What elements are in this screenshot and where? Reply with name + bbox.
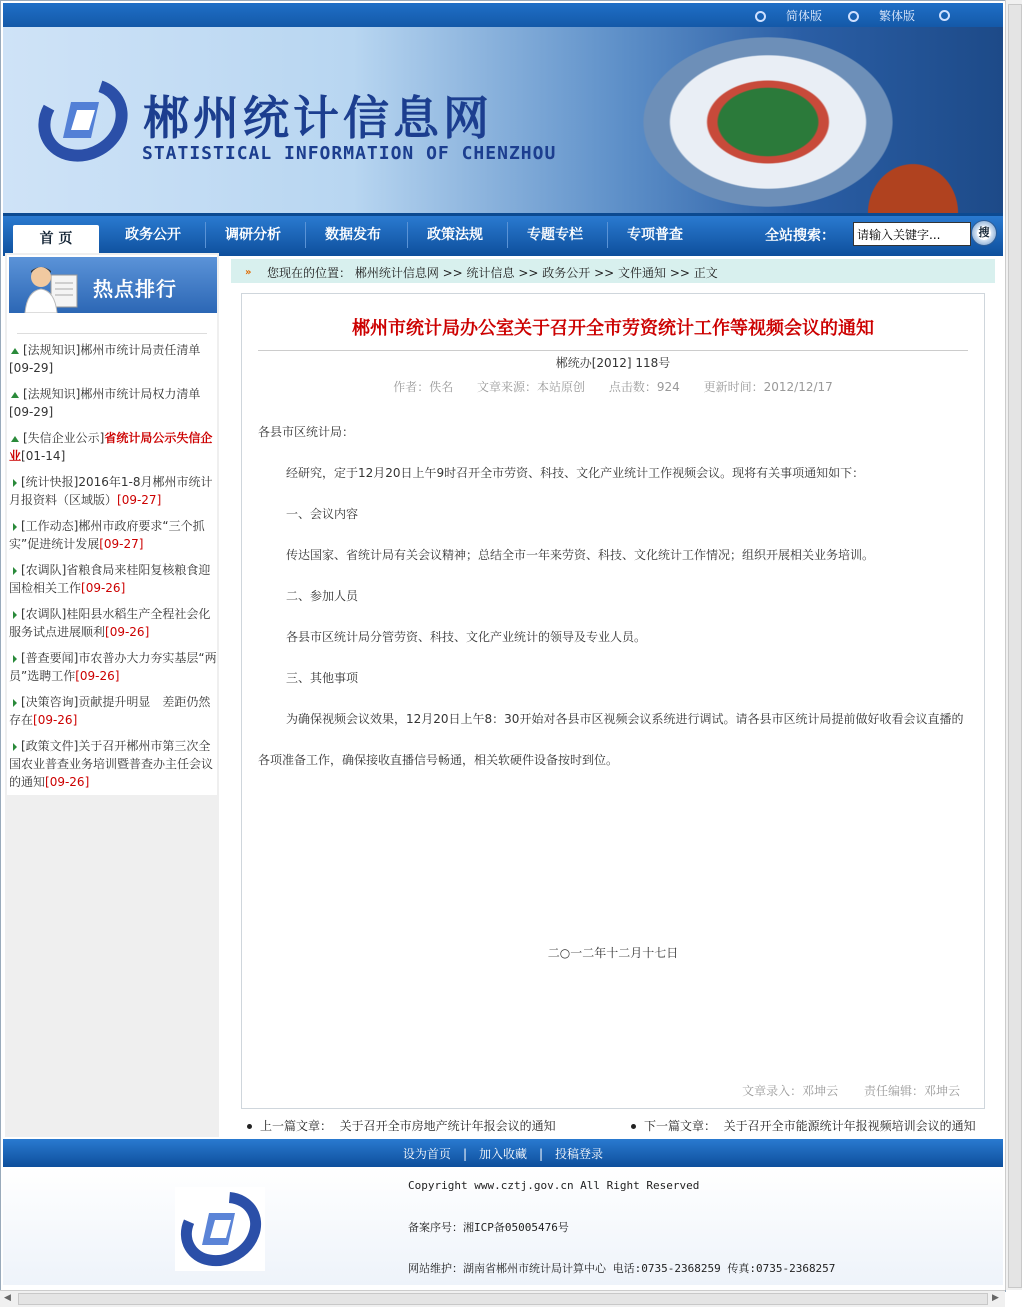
copyright-text: Copyright www.cztj.gov.cn All Right Reserved [408, 1179, 700, 1192]
item-category: [农调队] [21, 607, 67, 621]
item-title[interactable]: 省统计局公示失信企业 [9, 431, 213, 463]
hot-rank-title: 热点排行 [93, 277, 177, 301]
item-date: [09-26] [81, 581, 126, 595]
triangle-right-icon [13, 567, 17, 575]
item-title[interactable]: 郴州市统计局权力清单 [80, 387, 201, 401]
nav-item-data[interactable]: 数据发布 [325, 227, 381, 243]
horizontal-scrollbar[interactable] [0, 1290, 1005, 1307]
body-salutation: 各县市区统计局： [258, 425, 355, 439]
prev-article[interactable] [247, 1117, 556, 1134]
next-label: 下一篇文章： [644, 1119, 717, 1133]
bullet-icon [631, 1124, 636, 1129]
hot-rank-box [7, 255, 217, 795]
body-paragraph: 各县市区统计局分管劳资、科技、文化产业统计的领导及专业人员。 [286, 630, 647, 644]
item-category: [普查要闻] [21, 651, 79, 665]
item-date: [09-27] [99, 537, 144, 551]
body-heading: 二、参加人员 [286, 589, 359, 603]
item-category: [失信企业公示] [23, 431, 105, 445]
nav-separator [507, 222, 508, 248]
separator: | [462, 1147, 467, 1161]
doctor-avatar-icon [21, 261, 81, 313]
add-favorite-link[interactable]: 加入收藏 [478, 1147, 527, 1161]
breadcrumb-text[interactable]: 您现在的位置： 郴州统计信息网 >> 统计信息 >> 政务公开 >> 文件通知 >> 正文 [267, 266, 718, 280]
statue-image [843, 137, 983, 213]
simplified-link[interactable] [755, 7, 822, 24]
arrow-up-icon [11, 392, 19, 398]
prev-label: 上一篇文章： [260, 1119, 333, 1133]
nav-separator [407, 222, 408, 248]
footer-logo-icon [175, 1187, 265, 1271]
triangle-right-icon [13, 523, 17, 531]
meta-author: 作者：佚名 [393, 380, 454, 394]
item-category: [法规知识] [23, 387, 81, 401]
item-date: [09-27] [117, 493, 162, 507]
site-banner [3, 27, 1003, 213]
vertical-scrollbar[interactable] [1005, 0, 1022, 1290]
scroll-left-icon[interactable]: ◀ [4, 1293, 11, 1303]
list-item[interactable] [9, 561, 217, 597]
article-entry: 文章录入：邓坤云 [742, 1084, 839, 1098]
scroll-right-icon[interactable]: ▶ [992, 1293, 999, 1303]
item-date: [09-26] [33, 713, 78, 727]
item-date: [09-29] [9, 405, 54, 419]
hot-rank-list [9, 341, 217, 799]
list-item[interactable] [9, 385, 217, 421]
separator: | [539, 1147, 544, 1161]
double-arrow-icon: » [245, 267, 252, 278]
item-category: [法规知识] [23, 343, 81, 357]
meta-updated: 更新时间：2012/12/17 [703, 380, 833, 394]
meta-source: 文章来源：本站原创 [477, 380, 586, 394]
site-title-en: STATISTICAL INFORMATION OF CHENZHOU [142, 143, 557, 164]
meta-clicks: 点击数：924 [608, 380, 680, 394]
triangle-right-icon [13, 699, 17, 707]
item-category: [统计快报] [21, 475, 79, 489]
breadcrumb [231, 259, 995, 283]
prev-title[interactable]: 关于召开全市房地产统计年报会议的通知 [339, 1119, 556, 1133]
divider [17, 333, 207, 334]
next-title[interactable]: 关于召开全市能源统计年报视频培训会议的通知 [723, 1119, 976, 1133]
list-item[interactable] [9, 649, 217, 685]
item-title[interactable]: 2016年1-8月郴州市统计月报资料（区域版） [9, 475, 213, 507]
list-item[interactable] [9, 429, 217, 465]
item-date: [09-26] [75, 669, 120, 683]
set-homepage-link[interactable]: 设为首页 [402, 1147, 451, 1161]
submit-login-link[interactable]: 投稿登录 [555, 1147, 604, 1161]
triangle-right-icon [13, 611, 17, 619]
item-category: [决策咨询] [21, 695, 79, 709]
list-item[interactable] [9, 341, 217, 377]
icp-text: 备案序号：湘ICP备05005476号 [408, 1221, 569, 1234]
item-title[interactable]: 郴州市统计局责任清单 [80, 343, 201, 357]
arrow-up-icon [11, 348, 19, 354]
nav-item-gov-affairs[interactable]: 政务公开 [125, 227, 181, 243]
list-item[interactable] [9, 473, 217, 509]
scrollbar-thumb[interactable] [1008, 4, 1022, 1288]
bullet-icon [939, 10, 950, 21]
footer [3, 1167, 1003, 1285]
nav-home[interactable]: 首 页 [13, 225, 99, 254]
maintenance-text: 网站维护：湖南省郴州市统计局计算中心 电话:0735-2368259 传真:0735-2368257 [408, 1262, 836, 1275]
divider [258, 350, 968, 351]
nav-item-census[interactable]: 专项普查 [627, 227, 683, 243]
simplified-label[interactable]: 简体版 [786, 9, 823, 23]
arrow-up-icon [11, 436, 19, 442]
item-title[interactable]: 郴州市政府要求“三个抓实”促进统计发展 [9, 519, 205, 551]
scrollbar-thumb[interactable] [18, 1293, 988, 1305]
traditional-link[interactable] [848, 7, 915, 24]
article-editor: 责任编辑：邓坤云 [863, 1084, 960, 1098]
article-title: 郴州市统计局办公室关于召开全市劳资统计工作等视频会议的通知 [352, 318, 874, 339]
item-title[interactable]: 贡献提升明显 差距仍然存在 [9, 695, 211, 727]
main-nav [3, 213, 1003, 256]
nav-item-research[interactable]: 调研分析 [225, 227, 281, 243]
nav-separator [305, 222, 306, 248]
item-date: [01-14] [21, 449, 66, 463]
traditional-label[interactable]: 繁体版 [879, 9, 916, 23]
nav-separator [205, 222, 206, 248]
item-date: [09-29] [9, 361, 54, 375]
item-date: [09-26] [45, 775, 90, 789]
list-item[interactable] [9, 605, 217, 641]
list-item[interactable] [9, 517, 217, 553]
item-date: [09-26] [105, 625, 150, 639]
article-meta [242, 378, 984, 395]
body-heading: 一、会议内容 [286, 507, 359, 521]
hot-rank-header [9, 257, 217, 313]
nav-separator [607, 222, 608, 248]
search-input[interactable] [853, 222, 971, 246]
list-item[interactable] [9, 693, 217, 729]
search-label: 全站搜索： [765, 228, 835, 244]
body-heading: 三、其他事项 [286, 671, 359, 685]
item-category: [工作动态] [21, 519, 79, 533]
article-panel [241, 293, 985, 1109]
body-paragraph: 传达国家、省统计局有关会议精神；总结全市一年来劳资、科技、文化统计工作情况；组织开展相关业务培训。 [286, 548, 875, 562]
item-category: [农调队] [21, 563, 67, 577]
search-button[interactable]: 搜 [971, 220, 997, 246]
list-item[interactable] [9, 737, 217, 791]
item-category: [政策文件] [21, 739, 79, 753]
article-doc-number: 郴统办[2012] 118号 [555, 356, 671, 370]
item-title[interactable]: 省粮食局来桂阳复核粮食迎国检相关工作 [9, 563, 211, 595]
item-title[interactable]: 关于召开郴州市第三次全国农业普查业务培训暨普查办主任会议的通知 [9, 739, 214, 789]
triangle-right-icon [13, 655, 17, 663]
body-paragraph: 为确保视频会议效果，12月20日上午8：30开始对各县市区视频会议系统进行调试。请各县市区统计局提前做好收看会议直播的各项准备工作，确保接收直播信号畅通，相关软硬件设备按时到位。 [258, 712, 964, 767]
footer-bar [3, 1139, 1003, 1167]
triangle-right-icon [13, 479, 17, 487]
triangle-right-icon [13, 743, 17, 751]
left-sidebar [5, 253, 219, 1137]
bullet-icon [848, 11, 859, 22]
nav-item-policy[interactable]: 政策法规 [427, 227, 483, 243]
language-bar [3, 3, 1003, 27]
article-body [258, 412, 970, 781]
item-title[interactable]: 市农普办大力夯实基层“两员”选聘工作 [9, 651, 217, 683]
nav-item-topics[interactable]: 专题专栏 [527, 227, 583, 243]
body-paragraph: 经研究，定于12月20日上午9时召开全市劳资、科技、文化产业统计工作视频会议。现将有关事项通知如下： [286, 466, 865, 480]
bullet-icon [755, 11, 766, 22]
article-date: 二○一二年十二月十七日 [547, 946, 679, 960]
article-footer [720, 1082, 960, 1099]
next-article[interactable] [631, 1117, 976, 1134]
item-title[interactable]: 桂阳县水稻生产全程社会化服务试点进展顺利 [9, 607, 211, 639]
site-logo-icon[interactable] [33, 72, 129, 168]
site-title-cn: 郴州统计信息网 [143, 91, 493, 145]
footer-links [3, 1145, 1003, 1162]
bullet-icon [247, 1124, 252, 1129]
